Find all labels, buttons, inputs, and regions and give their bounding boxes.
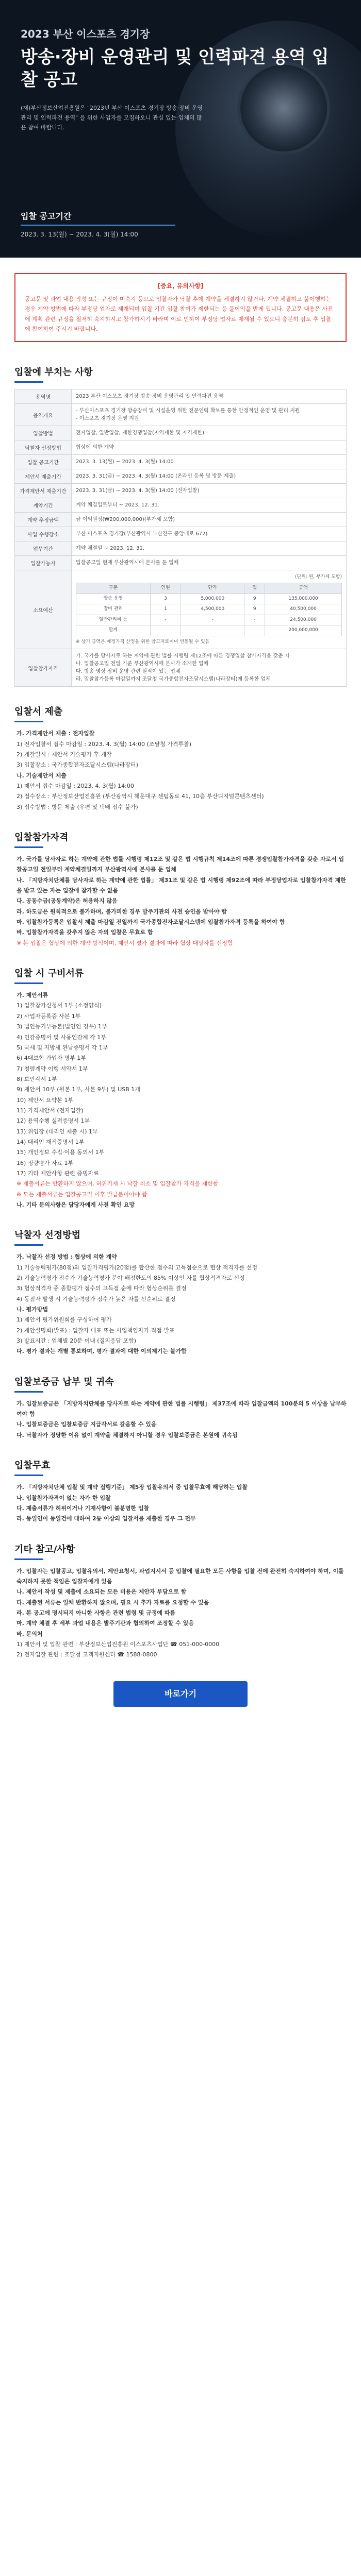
overview-table: [14, 389, 347, 687]
table-row: [15, 469, 347, 484]
list-item: 1) 입찰참가신청서 1부 (소정양식): [17, 1002, 102, 1009]
list-item: 다. 제출된 서류는 일체 반환하지 않으며, 필요 시 추가 자료를 요청할 수 있음: [17, 1599, 209, 1606]
list-item: 3) 발표시간 : 업체별 20분 이내 (질의응답 포함): [17, 1337, 137, 1345]
schedule-list: [14, 728, 347, 812]
list-item: 다. 낙찰자가 정당한 이유 없이 계약을 체결하지 아니할 경우 입찰보증금은 본원에 귀속됨: [17, 1431, 238, 1438]
schedule-section: [0, 687, 361, 812]
list-item: 가. 낙찰자 선정 방법 : 협상에 의한 계약: [17, 1253, 117, 1261]
section-underline: [14, 846, 43, 848]
table-row: [15, 541, 347, 556]
cost-cell-value: 9: [244, 594, 265, 604]
cost-table: [76, 583, 342, 636]
hero-description: (재)부산정보산업진흥원은 "2023년 부산 이스포츠 경기장 방송·장비 운영관리 및 인력파견 용역" 을 위한 사업자를 모집하오니 관심 있는 업체의 많은 참여 바랍니다.: [21, 105, 203, 131]
list-item: 가. 입찰자는 입찰공고, 입찰유의서, 제안요청서, 과업지시서 등 입찰에 필요한 모든 사항을 입찰 전에 완전히 숙지하여야 하며, 이를 숙지하지 못한 책임은 입찰자에게 있음: [17, 1567, 344, 1585]
list-item: 10) 제안서 요약본 1부: [17, 1096, 74, 1104]
list-item: 나. 입찰참가자격이 없는 자가 한 입찰: [17, 1494, 111, 1501]
list-item: 1) 제안서 접수 마감일 : 2023. 4. 3(월) 14:00: [17, 783, 134, 789]
row-label: 계약기간: [15, 498, 72, 513]
list-item: 2) 사업자등록증 사본 1부: [17, 1012, 81, 1020]
selection-list: [14, 1252, 347, 1357]
cost-cell-value: 9: [244, 604, 265, 615]
list-item: 8) 보안각서 1부: [17, 1075, 57, 1082]
list-item: 17) 기타 제안사항 관련 증빙자료: [17, 1170, 99, 1177]
row-label: 업무기간: [15, 541, 72, 556]
cost-cell: [72, 570, 347, 649]
section-underline: [14, 1391, 43, 1393]
row-label: 사업 수행장소: [15, 527, 72, 541]
hero-content: [21, 26, 340, 239]
shortcut-button[interactable]: 바로가기: [113, 1681, 248, 1707]
list-item: 2) 접수장소 : 부산정보산업진흥원 (부산광역시 해운대구 센텀동로 41, 10층 부산디지털콘텐츠센터): [17, 793, 264, 800]
list-item: 나. 평가방법: [17, 1306, 48, 1313]
selection-section: [0, 1210, 361, 1357]
section-title: 입찰참가자격: [14, 832, 69, 843]
row-label: 입찰 공고기간: [15, 455, 72, 469]
list-item: 1) 기술능력평가(80점)와 입찰가격평가(20점)를 합산한 점수의 고득점순으로 협상 적격자를 선정: [17, 1264, 257, 1271]
qualification-value: 가. 국가를 당사자로 하는 계약에 관한 법률 시행령 제12조에 따른 경쟁입찰 참가자격을 갖춘 자 나. 입찰공고일 전일 기준 부산광역시에 본사가 소재한 업체 다. 방송·영상 장비 운영 관련 실적이 있는 업체 라. 입찰참가등록 마감일까지 조달청 국가종합전자조달시스템(나라장터)에 등록한 업체: [72, 649, 347, 687]
list-item: ※ 본 입찰은 협상에 의한 계약 방식이며, 제안서 평가 결과에 따라 협상 대상자를 선정함: [17, 939, 233, 946]
list-item: 가. 입찰보증금은 「지방자치단체를 당사자로 하는 계약에 관한 법률 시행령」 제37조에 따라 입찰금액의 100분의 5 이상을 납부하여야 함: [17, 1400, 347, 1418]
table-row: [15, 426, 347, 440]
column-header: 월: [244, 583, 265, 594]
period-label: 입찰 공고기간: [21, 211, 72, 222]
section-title: 입찰보증금 납부 및 귀속: [14, 1376, 114, 1387]
list-item: 나. 입찰보증금은 입찰보증금 지급각서로 갈음할 수 있음: [17, 1421, 157, 1428]
section-title: 입찰 시 구비서류: [14, 968, 84, 979]
deposit-section: [0, 1357, 361, 1440]
column-header: 단가: [181, 583, 244, 594]
row-value: 계약 체결일 ~ 2023. 12. 31.: [72, 541, 347, 556]
page-title: 방송·장비 운영관리 및 인력파견 용역 입찰 공고: [21, 47, 329, 91]
row-label: 용역개요: [15, 404, 72, 426]
cost-cell-value: [181, 625, 244, 636]
cost-cell-value: 4,500,000: [181, 604, 244, 615]
list-item: 2) 기술능력평가 점수가 기술능력평가 분야 배점한도의 85% 이상인 자를 협상적격자로 선정: [17, 1275, 245, 1282]
invalid-list: [14, 1482, 347, 1524]
list-item: 5) 국세 및 지방세 완납증명서 각 1부: [17, 1044, 108, 1051]
list-item: 마. 입찰참가등록은 입찰서 제출 마감일 전일까지 국가종합전자조달시스템에 입찰참가자격 등록을 하여야 함: [17, 919, 285, 926]
others-list: [14, 1566, 347, 1660]
list-item: 1) 전자입찰서 접수 마감일 : 2023. 4. 3(월) 14:00 (조달청 가격투찰): [17, 740, 192, 748]
notice-section: [0, 258, 361, 347]
hero-subtitle: 2023 부산 이스포츠 경기장: [21, 28, 150, 40]
cost-row: [76, 615, 342, 625]
column-header: 구분: [76, 583, 151, 594]
table-row: [15, 498, 347, 513]
others-section: [0, 1524, 361, 1660]
list-item: 가. 국가를 당사자로 하는 계약에 관한 법률 시행령 제12조 및 같은 법 시행규칙 제14조에 따른 경쟁입찰참가자격을 갖춘 자로서 입찰공고일 전일부터 계약체결일까지 부산광역시에 본사를 둔 업체: [17, 856, 344, 873]
cost-cell-value: 3: [150, 594, 180, 604]
table-row: [15, 570, 347, 649]
list-item: 1) 제안서 및 입찰 관련 : 부산정보산업진흥원 이스포츠사업단 ☎ 051-000-0000: [17, 1640, 220, 1648]
list-item: 3) 협상적격자 중 종합평가 점수의 고득점 순에 따라 협상순위를 결정: [17, 1285, 187, 1292]
list-item: 가. 제안서류: [17, 992, 48, 999]
row-label: 계약 추정금액: [15, 513, 72, 527]
table-row: [15, 649, 347, 687]
section-title: 입찰서 제출: [14, 706, 63, 718]
list-item: 바. 문의처: [17, 1630, 43, 1637]
row-label: 입찰방법: [15, 426, 72, 440]
row-value: 2023 부산 이스포츠 경기장 방송·장비 운영관리 및 인력파견 용역: [72, 389, 347, 404]
section-underline: [14, 381, 43, 383]
cost-cell-value: 장비 관리: [76, 604, 151, 615]
table-row: [15, 404, 347, 426]
cost-row: [76, 604, 342, 615]
list-item: ※ 제출서류는 반환하지 않으며, 허위기재 시 낙찰 취소 및 입찰참가 자격을 제한함: [17, 1180, 219, 1188]
cost-cell-value: 일반관리비 등: [76, 615, 151, 625]
row-value: 입찰공고일 현재 부산광역시에 본사를 둔 업체: [72, 556, 347, 570]
section-title: 입찰에 부치는 사항: [14, 367, 93, 378]
cost-cell-value: [150, 625, 180, 636]
list-item: 3) 접수방법 : 방문 제출 (우편 및 택배 접수 불가): [17, 803, 138, 810]
list-item: 4) 동점자 발생 시 기술능력평가 점수가 높은 자를 선순위로 결정: [17, 1295, 176, 1302]
cost-note: ※ 상기 금액은 예정가격 산정을 위한 참고자료이며 변동될 수 있음: [76, 639, 210, 645]
section-underline: [14, 721, 43, 722]
invalid-section: [0, 1440, 361, 1524]
documents-section: [0, 948, 361, 1210]
list-item: 나. 제안서 작성 및 제출에 소요되는 모든 비용은 제안자 부담으로 함: [17, 1588, 187, 1596]
list-item: 다. 공동수급(공동계약)은 허용하지 않음: [17, 897, 118, 905]
row-value: 부산 이스포츠 경기장(부산광역시 부산진구 중앙대로 672): [72, 527, 347, 541]
list-item: 4) 인감증명서 및 사용인감계 각 1부: [17, 1033, 106, 1041]
list-item: 13) 위임장 (대리인 제출 시) 1부: [17, 1128, 98, 1135]
table-row: [15, 440, 347, 455]
row-label: 소요예산: [15, 570, 72, 649]
table-row: [15, 455, 347, 469]
cost-cell-value: 24,500,000: [265, 615, 342, 625]
row-value: 2023. 3. 13(월) ~ 2023. 4. 3(월) 14:00: [72, 455, 347, 469]
list-item: 라. 동일인이 동일건에 대하여 2통 이상의 입찰서를 제출한 경우 그 전부: [17, 1515, 196, 1522]
row-label: 제안서 제출기간: [15, 469, 72, 484]
list-item: 6) 4대보험 가입자 명부 1부: [17, 1055, 86, 1062]
row-value: - 부산이스포츠 경기장 방송장비 및 시설운영 위한 전문인력 확보를 통한 안정적인 운영 및 관리 지원 - 이스포츠 경기장 운영 지원: [72, 404, 347, 426]
list-item: 가. 가격제안서 제출 : 전자입찰: [17, 730, 95, 737]
list-item: 나. 기타 문의사항은 담당자에게 사전 확인 요망: [17, 1201, 135, 1208]
section-title: 기타 참고/사항: [14, 1544, 75, 1555]
list-item: 마. 계약 체결 후 세부 과업 내용은 발주기관과 협의하여 조정할 수 있음: [17, 1620, 194, 1627]
overview-section: [0, 347, 361, 687]
row-value: 2023. 3. 31(금) ~ 2023. 4. 3(월) 14:00 (온라인 등록 및 방문 제출): [72, 469, 347, 484]
row-value: 금 이억원정(₩200,000,000)(부가세 포함): [72, 513, 347, 527]
section-title: 낙찰자 선정방법: [14, 1230, 80, 1241]
list-item: 1) 제안서 평가위원회를 구성하여 평가: [17, 1316, 112, 1324]
row-value: 2023. 3. 31(금) ~ 2023. 4. 3(월) 14:00 (전자입찰): [72, 484, 347, 498]
table-row: [15, 556, 347, 570]
section-underline: [14, 1244, 43, 1246]
list-item: ※ 모든 제출서류는 입찰공고일 이후 발급분이어야 함: [17, 1191, 147, 1198]
footer-button-area: [0, 1660, 361, 1722]
list-item: 16) 정량평가 자료 1부: [17, 1159, 74, 1166]
row-value: 계약 체결일로부터 ~ 2023. 12. 31.: [72, 498, 347, 513]
notice-body: 공고문 및 과업 내용 작성 또는 규정이 미숙지 등으로 입찰자가 낙찰 후에 계약을 체결하지 않거나, 계약 체결하고 불이행하는 경우 계약 방법에 따라 부정당 업자로 제재되며 입찰 기간 입찰 참여가 제한되는 등 불이익을 받게 됩니다. 공고문 내용은 사전에 계획 관련 규정을 철저히 숙지하시고 참가하시기 바라며 이로 인하여 부정당 업자로 제재될 수 있으니 충분히 검토 후 입찰에 참여하여 주시기 바랍니다.: [25, 296, 333, 332]
period-underline: [21, 225, 175, 226]
documents-list: [14, 990, 347, 1210]
list-item: 9) 제안서 10부 (원본 1부, 사본 9부) 및 USB 1개: [17, 1086, 140, 1093]
hero-banner: [0, 0, 361, 258]
deposit-list: [14, 1399, 347, 1440]
table-row: [15, 527, 347, 541]
list-item: 라. 하도급은 원칙적으로 불가하며, 불가피한 경우 발주기관의 사전 승인을 받아야 함: [17, 908, 227, 915]
list-item: 나. 「지방자치단체를 당사자로 하는 계약에 관한 법률」 제31조 및 같은 법 시행령 제92조에 따라 부정당업자로 입찰참가자격 제한을 받고 있는 자는 입찰에 참가할 수 없음: [17, 876, 346, 894]
list-item: 라. 본 공고에 명시되지 아니한 사항은 관련 법령 및 규정에 따름: [17, 1609, 176, 1616]
list-item: 다. 제출서류가 허위이거나 기재사항이 불분명한 입찰: [17, 1504, 150, 1512]
cost-cell-value: [244, 625, 265, 636]
row-label: 가격제안서 제출기간: [15, 484, 72, 498]
list-item: 바. 입찰참가자격을 갖추지 않은 자의 입찰은 무효로 함: [17, 929, 153, 936]
column-header: 인원: [150, 583, 180, 594]
row-value: 전자입찰, 일반입찰, 제한경쟁입찰(지역제한 및 자격제한): [72, 426, 347, 440]
cost-cell-value: -: [244, 615, 265, 625]
cost-cell-value: 5,000,000: [181, 594, 244, 604]
list-item: 2) 전자입찰 관련 : 조달청 고객지원센터 ☎ 1588-0800: [17, 1651, 157, 1658]
cost-cell-value: -: [181, 615, 244, 625]
table-row: [15, 484, 347, 498]
section-underline: [14, 982, 43, 984]
row-value: 협상에 의한 계약: [72, 440, 347, 455]
row-label: 입찰가능자: [15, 556, 72, 570]
list-item: 12) 용역수행 실적증명서 1부: [17, 1117, 90, 1125]
section-underline: [14, 1475, 43, 1476]
column-header: 금액: [265, 583, 342, 594]
list-item: 가. 「지방자치단체 입찰 및 계약 집행기준」 제5장 입찰유의서 중 입찰무효에 해당하는 입찰: [17, 1484, 248, 1491]
table-row: [15, 389, 347, 404]
participation-section: [0, 812, 361, 948]
cost-row: [76, 594, 342, 604]
cost-cell-value: 135,000,000: [265, 594, 342, 604]
cost-caption: (단위: 원, 부가세 포함): [294, 574, 342, 580]
list-item: 3) 입찰장소 : 국가종합전자조달시스템(나라장터): [17, 761, 138, 769]
period-value: 2023. 3. 13(월) ~ 2023. 4. 3(월) 14:00: [21, 231, 138, 239]
cost-cell-value: 방송 운영: [76, 594, 151, 604]
list-item: 11) 가격제안서 (전자입찰): [17, 1107, 84, 1114]
list-item: 7) 청렴계약 이행 서약서 1부: [17, 1065, 88, 1072]
notice-box: [14, 273, 347, 342]
list-item: 14) 대리인 재직증명서 1부: [17, 1138, 85, 1145]
cost-row: [76, 625, 342, 636]
section-underline: [14, 1558, 43, 1560]
cost-cell-value: -: [150, 615, 180, 625]
list-item: 나. 기술제안서 제출: [17, 772, 67, 779]
section-title: 입찰무효: [14, 1460, 51, 1471]
table-row: [15, 513, 347, 527]
row-label: 입찰참가자격: [15, 649, 72, 687]
cost-cell-value: 합계: [76, 625, 151, 636]
cost-cell-value: 200,000,000: [265, 625, 342, 636]
cost-cell-value: 40,500,000: [265, 604, 342, 615]
row-label: 낙찰자 선정방법: [15, 440, 72, 455]
list-item: 다. 평가 결과는 개별 통보하며, 평가 결과에 대한 이의제기는 불가함: [17, 1348, 187, 1355]
participation-list: [14, 854, 347, 948]
list-item: 2) 제안설명회(발표) : 입찰자 대표 또는 사업책임자가 직접 발표: [17, 1327, 175, 1334]
cost-cell-value: 1: [150, 604, 180, 615]
row-label: 용역명: [15, 389, 72, 404]
list-item: 3) 법인등기부등본(법인인 경우) 1부: [17, 1023, 107, 1030]
list-item: 2) 개찰일시 : 제안서 기술평가 후 개찰: [17, 751, 112, 758]
list-item: 15) 개인정보 수집·이용 동의서 1부: [17, 1149, 105, 1156]
notice-title: [중요, 유의사항]: [157, 282, 204, 290]
